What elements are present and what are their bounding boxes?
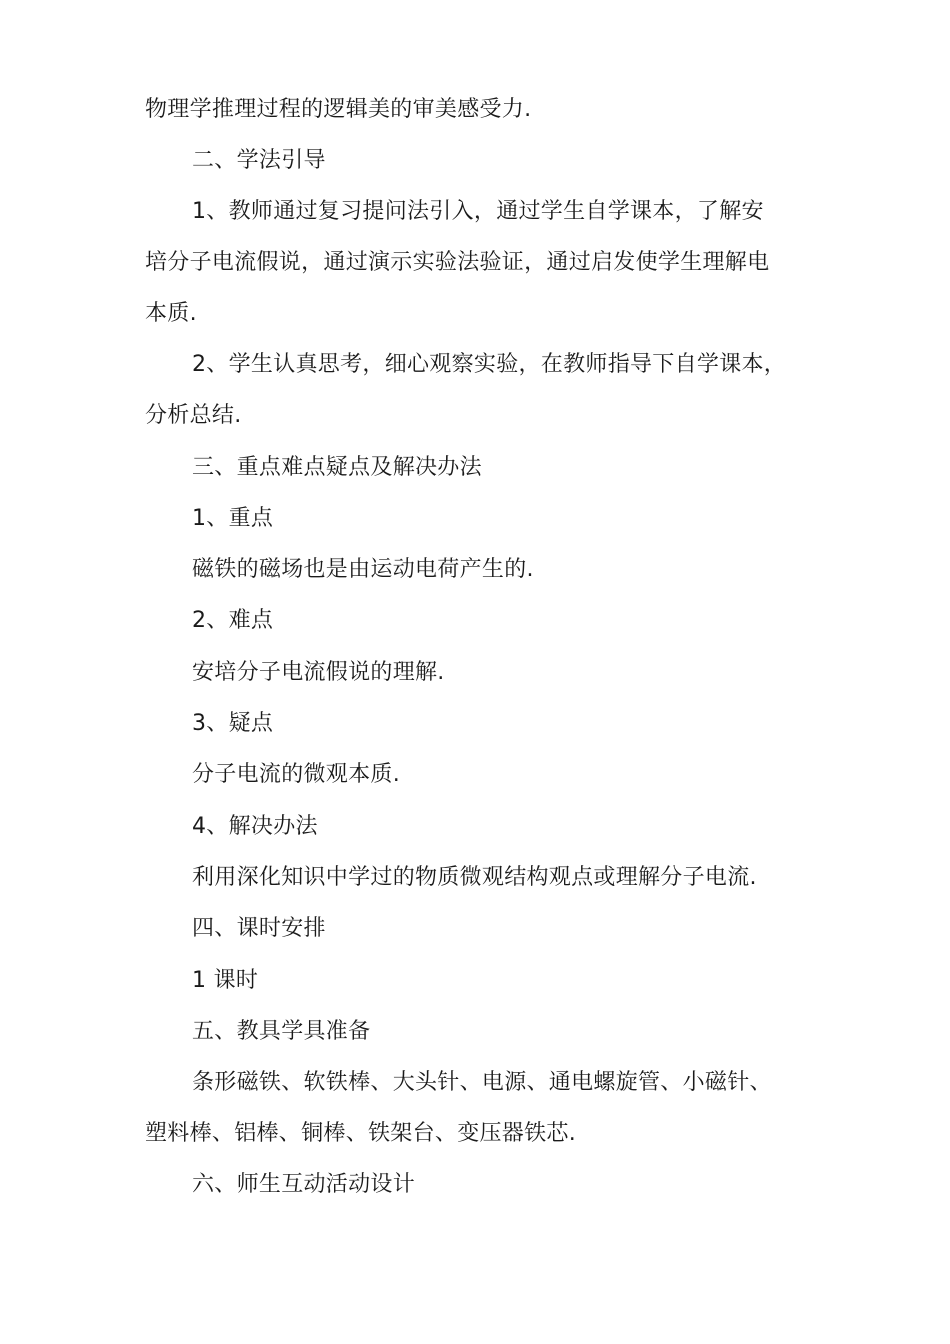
paragraph-line: 2、学生认真思考，细心观察实验，在教师指导下自学课本， [192, 352, 787, 377]
paragraph-line: 物理学推理过程的逻辑美的审美感受力. [145, 97, 532, 122]
paragraph-line: 分子电流的微观本质. [192, 762, 400, 787]
paragraph-line: 磁铁的磁场也是由运动电荷产生的. [192, 557, 534, 582]
paragraph-line: 1、教师通过复习提问法引入，通过学生自学课本，了解安 [192, 199, 764, 224]
subheading-key-point: 1、重点 [192, 506, 274, 531]
subheading-doubt: 3、疑点 [192, 711, 274, 736]
subheading-difficulty: 2、难点 [192, 608, 274, 633]
paragraph-line: 分析总结. [145, 403, 242, 428]
section-heading-key-points: 三、重点难点疑点及解决办法 [192, 455, 482, 480]
paragraph-line: 利用深化知识中学过的物质微观结构观点或理解分子电流. [192, 865, 757, 890]
paragraph-line: 条形磁铁、软铁棒、大头针、电源、通电螺旋管、小磁针、 [192, 1070, 772, 1095]
paragraph-line: 安培分子电流假说的理解. [192, 660, 445, 685]
section-heading-study-method: 二、学法引导 [192, 148, 326, 173]
paragraph-line: 塑料棒、铝棒、铜棒、铁架台、变压器铁芯. [145, 1121, 576, 1146]
paragraph-line: 本质. [145, 301, 197, 326]
section-heading-materials: 五、教具学具准备 [192, 1019, 371, 1044]
paragraph-line: 1 课时 [192, 968, 259, 993]
subheading-solution: 4、解决办法 [192, 814, 318, 839]
section-heading-schedule: 四、课时安排 [192, 916, 326, 941]
section-heading-interaction: 六、师生互动活动设计 [192, 1172, 416, 1197]
paragraph-line: 培分子电流假说，通过演示实验法验证，通过启发使学生理解电 [145, 250, 770, 275]
